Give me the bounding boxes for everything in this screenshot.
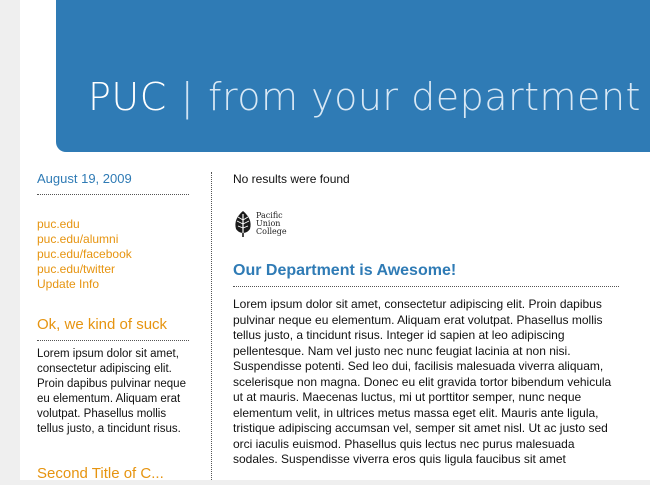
article-body: Lorem ipsum dolor sit amet, consectetur adipiscing elit. Proin dapibus pulvinar neque eu elementum. Aliquam erat volutpat. Phasellus mollis tellus justo, a tincidunt risus. Integer id sapien at leo adipiscing pellentesque. Nam vel justo nec nunc feugiat lacinia at non nisi. Suspendisse potenti. Sed leo dui, facilisis malesuada viverra aliquam, scelerisque non magna. Donec eu elit gravida tortor bibendum vehicula ut at mauris. Maecenas luctus, mi ut porttitor semper, nunc neque elementum velit, in ultrices metus massa eget elit. Mauris ante ligula, tristique adipiscing accumsan vel, semper sit amet nisl. Ut ac justo sed orci iaculis euismod. Phasellus quis lectus nec purus malesuada sodales. Suspendisse viverra eros quis ligula faucibus sit amet [233,297,612,466]
banner-separator: | [180,75,195,119]
leaf-logo-icon [233,210,253,238]
link-puc-edu[interactable]: puc.edu [37,217,80,231]
sidebar-heading-2: Second Title of C... [37,465,164,482]
no-results-text: No results were found [233,172,350,186]
logo-line-2: Union [256,219,281,228]
sidebar-heading: Ok, we kind of suck [37,314,189,341]
sidebar [37,168,189,485]
banner-title [88,74,641,120]
sidebar-links [37,217,189,292]
article-heading: Our Department is Awesome! [233,260,619,287]
link-update-info[interactable]: Update Info [37,277,100,291]
sidebar-body-text: Lorem ipsum dolor sit amet, consectetur adipiscing elit. Proin dapibus pulvinar neque eu elementum. Aliquam erat volutpat. Phasellus mollis tellus justo, a tincidunt risus. [37,348,186,435]
logo-line-1: Pacific [256,211,283,220]
main-content [233,168,619,468]
college-logo [233,208,619,240]
banner-subtitle: from your department [208,75,641,119]
logo-line-3: College [256,227,287,236]
header-banner [56,0,650,152]
link-twitter[interactable]: puc.edu/twitter [37,262,116,276]
logo-wordmark [256,212,287,236]
column-divider [211,172,212,480]
link-alumni[interactable]: puc.edu/alumni [37,232,119,246]
newsletter-date: August 19, 2009 [37,168,189,195]
banner-brand: PUC [88,75,167,119]
link-facebook[interactable]: puc.edu/facebook [37,247,132,261]
